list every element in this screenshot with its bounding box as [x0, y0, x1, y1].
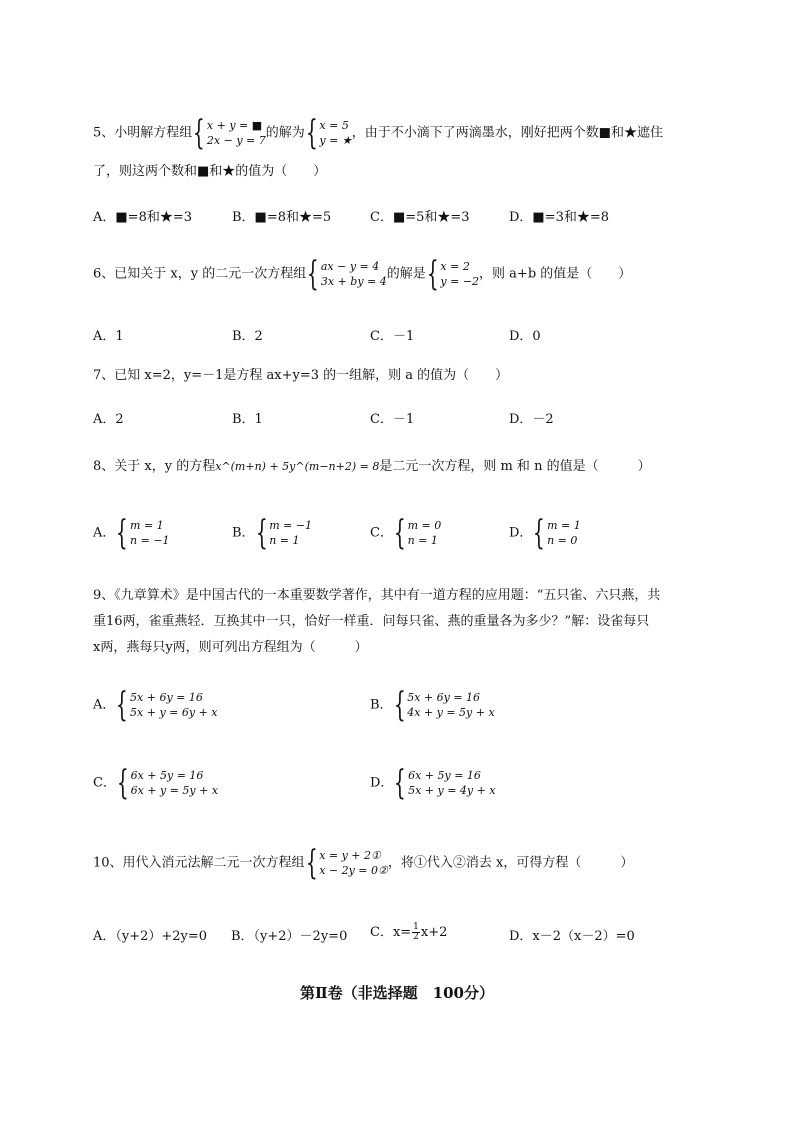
q10-suffix: ，将①代入②消去 x，可得方程（ ） — [387, 855, 634, 871]
q9-b-eq2: 4x + y = 5y + x — [407, 706, 495, 719]
q9-option-b-label: B． — [370, 697, 393, 713]
q5-system-1: { x + y = ■ 2x − y = 7 — [193, 113, 266, 153]
q9-line3: x两，燕每只y两，则可列出方程组为（ ） — [93, 640, 368, 655]
q6-option-d: D．0 — [509, 329, 541, 344]
fraction-denominator: 2 — [413, 932, 419, 942]
q10-line1 — [93, 843, 634, 883]
q9-c-eq2: 6x + y = 5y + x — [130, 784, 219, 797]
q8-suffix: 是二元一次方程，则 m 和 n 的值是（ ） — [379, 459, 651, 474]
q7-text: 7、已知 x=2，y=－1是方程 ax+y=3 的一组解，则 a 的值为（ ） — [93, 368, 509, 383]
q9-line1: 9、《九章算术》是中国古代的一本重要数学著作，其中有一道方程的应用题：“五只雀、六只燕，共 — [93, 588, 661, 603]
q9-option-d: D． { 6x + 5y = 16 5x + y = 4y + x — [370, 763, 496, 803]
q10-option-c-fraction — [412, 923, 420, 942]
q10-sys-eq1: x = y + 2① — [319, 849, 381, 862]
q10-option-c-tail: x+2 — [420, 925, 448, 940]
q10-option-c-label: C．x= — [370, 925, 412, 940]
q6-mid: 的解是 — [386, 266, 426, 282]
q5-option-b: B．■=8和★=5 — [232, 210, 332, 225]
q10-system: { x = y + 2① x − 2y = 0② — [305, 843, 388, 883]
q5-option-a: A．■=8和★=3 — [93, 210, 192, 225]
q8-c-eq1: m = 0 — [407, 519, 442, 532]
q6-system-2: { x = 2 y = −2 — [426, 254, 480, 294]
q6-sys1-eq1: ax − y = 4 — [320, 260, 380, 273]
q5-mid: 的解为 — [265, 125, 305, 141]
q6-sys1-eq2: 3x + by = 4 — [320, 275, 387, 288]
q8-c-eq2: n = 1 — [407, 534, 438, 547]
q7-option-b: B．1 — [232, 412, 263, 427]
q7-option-d: D．－2 — [509, 412, 554, 427]
q6-prefix: 6、已知关于 x，y 的二元一次方程组 — [93, 266, 307, 282]
q10-option-c — [370, 921, 447, 942]
q7-option-a: A．2 — [93, 412, 124, 427]
q8-d-eq2: n = 0 — [547, 534, 578, 547]
q9-option-c: C． { 6x + 5y = 16 6x + y = 5y + x — [93, 763, 219, 803]
q9-c-eq1: 6x + 5y = 16 — [130, 769, 204, 782]
q6-system-1: { ax − y = 4 3x + by = 4 — [307, 254, 387, 294]
q6-line1 — [93, 254, 632, 294]
q10-option-b: B．（y+2）－2y=0 — [231, 929, 348, 944]
fraction-numerator: 1 — [413, 922, 419, 932]
q8-option-c-label: C． — [370, 525, 393, 541]
q8-option-d: D． { m = 1 n = 0 — [509, 513, 581, 553]
q6-suffix: ，则 a+b 的值是（ ） — [479, 266, 632, 282]
q8-b-eq2: n = 1 — [269, 534, 300, 547]
q8-d-eq1: m = 1 — [547, 519, 581, 532]
q5-prefix: 5、小明解方程组 — [93, 125, 193, 141]
q5-sys1-eq2: 2x − y = 7 — [206, 134, 266, 147]
q9-b-eq1: 5x + 6y = 16 — [407, 691, 481, 704]
q8-b-eq1: m = −1 — [269, 519, 313, 532]
q8-option-a-label: A． — [93, 525, 116, 541]
q8-option-a: A． { m = 1 n = −1 — [93, 513, 170, 553]
q10-option-a: A．（y+2）+2y=0 — [93, 929, 208, 944]
q9-option-c-label: C． — [93, 775, 116, 791]
q8-option-b: B． { m = −1 n = 1 — [232, 513, 313, 553]
q6-option-a: A．1 — [93, 329, 124, 344]
q9-option-d-label: D． — [370, 775, 394, 791]
q9-option-a-label: A． — [93, 697, 116, 713]
q5-sys2-eq1: x = 5 — [319, 119, 349, 132]
section-title: 第Ⅱ卷（非选择题 100分） — [300, 984, 494, 1002]
q5-system-2: { x = 5 y = ★ — [305, 113, 352, 153]
q5-option-d: D．■=3和★=8 — [509, 210, 610, 225]
q8-option-c: C． { m = 0 n = 1 — [370, 513, 442, 553]
q8-option-d-label: D． — [509, 525, 533, 541]
q8-prefix: 8、关于 x，y 的方程 — [93, 459, 216, 474]
q10-prefix: 10、用代入消元法解二元一次方程组 — [93, 855, 305, 871]
q7-option-c: C．－1 — [370, 412, 415, 427]
q5-line2: 了，则这两个数和■和★的值为（ ） — [93, 164, 327, 179]
q5-suffix: ，由于不小滴下了两滴墨水，刚好把两个数■和★遮住 — [351, 125, 664, 141]
q9-option-b: B． { 5x + 6y = 16 4x + y = 5y + x — [370, 685, 495, 725]
q10-option-d: D．x－2（x－2）=0 — [509, 929, 635, 944]
q8-equation: x^(m+n) + 5y^(m−n+2) = 8 — [215, 460, 380, 473]
q8-a-eq1: m = 1 — [130, 519, 164, 532]
q9-option-a: A． { 5x + 6y = 16 5x + y = 6y + x — [93, 685, 218, 725]
q5-sys2-eq2: y = ★ — [319, 134, 352, 147]
q5-sys1-eq1: x + y = ■ — [206, 119, 263, 132]
q9-d-eq1: 6x + 5y = 16 — [408, 769, 481, 782]
q6-sys2-eq1: x = 2 — [440, 260, 470, 273]
q9-line2: 重16两，雀重燕轻．互换其中一只，恰好一样重．问每只雀、燕的重量各为多少？”解：设雀每只 — [93, 614, 650, 629]
q5-option-c: C．■=5和★=3 — [370, 210, 470, 225]
q6-option-b: B．2 — [232, 329, 263, 344]
q8-a-eq2: n = −1 — [130, 534, 170, 547]
q8-line1 — [93, 457, 651, 477]
q6-sys2-eq2: y = −2 — [440, 275, 480, 288]
q8-option-b-label: B． — [232, 525, 255, 541]
q5-line1 — [93, 113, 664, 153]
q9-d-eq2: 5x + y = 4y + x — [408, 784, 496, 797]
q10-sys-eq2: x − 2y = 0② — [319, 864, 388, 877]
q9-a-eq2: 5x + y = 6y + x — [130, 706, 218, 719]
q6-option-c: C．－1 — [370, 329, 415, 344]
q9-a-eq1: 5x + 6y = 16 — [130, 691, 203, 704]
